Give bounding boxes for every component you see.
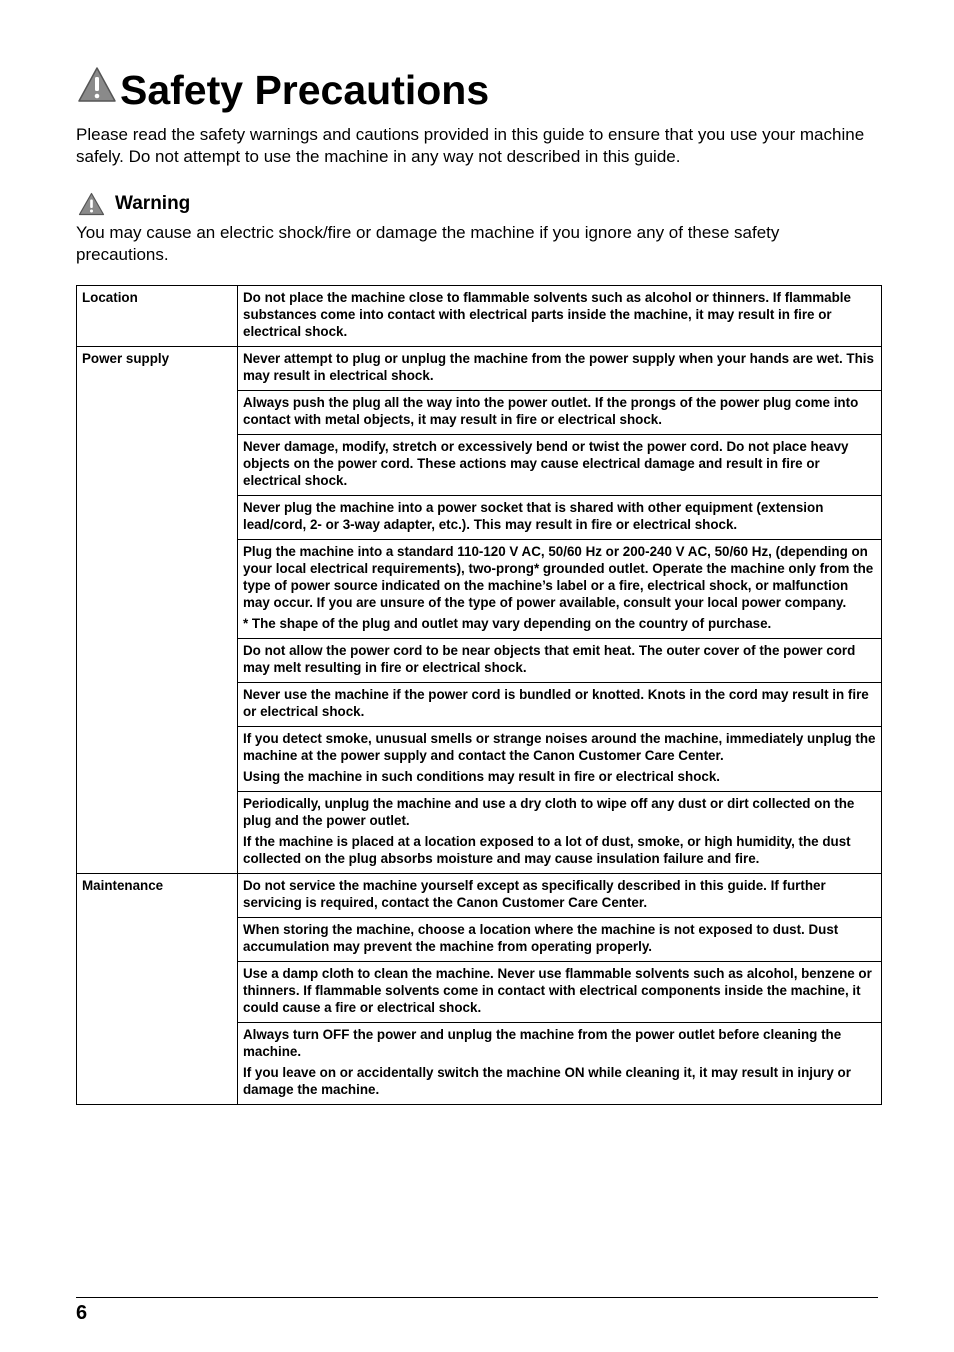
precaution-text: Never plug the machine into a power socket that is shared with other equipment (extension lead/cord, 2- or 3-way adapter, etc.). This may result in fire or electrical shock. bbox=[243, 500, 824, 532]
warning-description: You may cause an electric shock/fire or damage the machine if you ignore any of these safety precautions. bbox=[76, 223, 780, 264]
category-cell: Maintenance bbox=[77, 874, 238, 1105]
precaution-text: If the machine is placed at a location exposed to a lot of dust, smoke, or high humidity, the dust collected on the plug absorbs moisture and may cause insulation failure and fire. bbox=[243, 834, 851, 866]
precaution-text: Always turn OFF the power and unplug the machine from the power outlet before cleaning the machine. bbox=[243, 1027, 842, 1059]
precaution-cell bbox=[238, 962, 882, 1023]
warning-heading: Warning bbox=[115, 193, 191, 214]
precaution-text: Periodically, unplug the machine and use a dry cloth to wipe off any dust or dirt collected on the plug and the power outlet. bbox=[243, 796, 855, 828]
precaution-text: * The shape of the plug and outlet may vary depending on the country of purchase. bbox=[243, 616, 772, 631]
precaution-text: Do not allow the power cord to be near objects that emit heat. The outer cover of the power cord may melt resulting in fire or electrical shock. bbox=[243, 643, 856, 675]
precaution-cell bbox=[238, 639, 882, 683]
precaution-cell bbox=[238, 435, 882, 496]
precaution-text: Never attempt to plug or unplug the machine from the power supply when your hands are wet. This may result in electrical shock. bbox=[243, 351, 874, 383]
precaution-text: Use a damp cloth to clean the machine. Never use flammable solvents such as alcohol, benzene or thinners. If flammable solvents come in contact with electrical components inside the machine, it could cause a fire or electrical shock. bbox=[243, 966, 872, 1015]
precaution-cell bbox=[238, 1023, 882, 1105]
intro-paragraph: Please read the safety warnings and cautions provided in this guide to ensure that you use your machine safely. Do not attempt to use the machine in any way not described in this guide. bbox=[76, 125, 865, 166]
precaution-text: Never damage, modify, stretch or excessively bend or twist the power cord. Do not place heavy objects on the power cord. These actions may cause electrical damage and result in fire or electrical shock. bbox=[243, 439, 849, 488]
precaution-cell bbox=[238, 391, 882, 435]
warning-triangle-icon bbox=[77, 66, 117, 104]
page-title: Safety Precautions bbox=[120, 67, 490, 113]
category-cell: Power supply bbox=[77, 347, 238, 874]
precaution-cell bbox=[238, 347, 882, 391]
precaution-text: When storing the machine, choose a location where the machine is not exposed to dust. Dust accumulation may prevent the machine from operating properly. bbox=[243, 922, 839, 954]
safety-table-body bbox=[77, 286, 882, 1105]
precaution-cell bbox=[238, 496, 882, 540]
warning-triangle-icon bbox=[78, 192, 105, 216]
precaution-text: Using the machine in such conditions may result in fire or electrical shock. bbox=[243, 769, 720, 784]
precaution-text: Plug the machine into a standard 110-120 V AC, 50/60 Hz or 200-240 V AC, 50/60 Hz, (depending on your local electrical requirements), two-prong* grounded outlet. Operate the machine only from the type of power source indicated on the machine’s label or a fire, electrical shock, or malfunction may occur. If you are unsure of the type of power available, consult your local power company. bbox=[243, 544, 874, 610]
table-row bbox=[77, 286, 882, 347]
precaution-cell bbox=[238, 918, 882, 962]
precaution-text: If you leave on or accidentally switch the machine ON while cleaning it, it may result in injury or damage the machine. bbox=[243, 1065, 851, 1097]
precaution-text: If you detect smoke, unusual smells or strange noises around the machine, immediately unplug the machine at the power supply and contact the Canon Customer Care Center. bbox=[243, 731, 876, 763]
precaution-cell bbox=[238, 286, 882, 347]
precaution-cell bbox=[238, 727, 882, 792]
precaution-cell bbox=[238, 683, 882, 727]
footer-divider bbox=[76, 1297, 878, 1298]
page-number: 6 bbox=[76, 1302, 88, 1324]
table-row bbox=[77, 874, 882, 918]
precaution-text: Do not service the machine yourself except as specifically described in this guide. If further servicing is required, contact the Canon Customer Care Center. bbox=[243, 878, 826, 910]
precaution-text: Always push the plug all the way into the power outlet. If the prongs of the power plug come into contact with metal objects, it may result in fire or electrical shock. bbox=[243, 395, 859, 427]
precaution-text: Do not place the machine close to flammable solvents such as alcohol or thinners. If flammable substances come into contact with electrical parts inside the machine, it may result in fire or electrical shock. bbox=[243, 290, 851, 339]
safety-table bbox=[76, 285, 882, 1105]
warning-heading-row bbox=[78, 192, 190, 216]
category-cell: Location bbox=[77, 286, 238, 347]
precaution-cell bbox=[238, 792, 882, 874]
precaution-text: Never use the machine if the power cord is bundled or knotted. Knots in the cord may result in fire or electrical shock. bbox=[243, 687, 869, 719]
table-row bbox=[77, 347, 882, 391]
precaution-cell bbox=[238, 540, 882, 639]
precaution-cell bbox=[238, 874, 882, 918]
page-heading bbox=[77, 64, 489, 116]
